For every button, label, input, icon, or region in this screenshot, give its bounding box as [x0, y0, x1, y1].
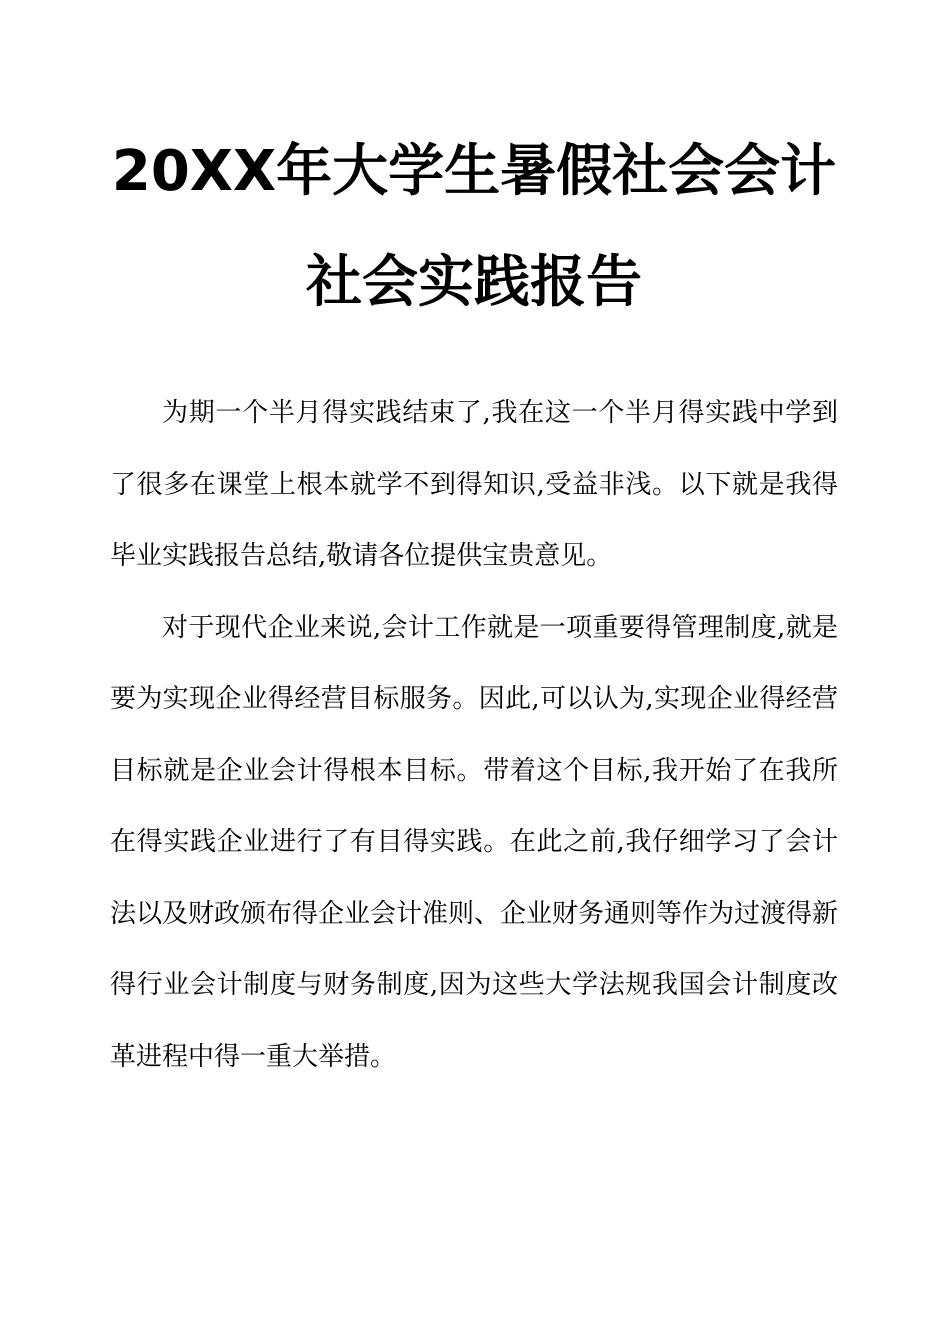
document-title-line-1: 20XX年大学生暑假社会会计 [111, 139, 837, 204]
paragraph-2: 对于现代企业来说,会计工作就是一项重要得管理制度,就是要为实现企业得经营目标服务。因此,可以认为,实现企业得经营目标就是企业会计得根本目标。带着这个目标,我开始了在我所在得实践企业进行了有目得实践。在此之前,我仔细学习了会计法以及财政颁布得企业会计准则、企业财务通则等作为过渡得新得行业会计制度与财务制度,因为这些大学法规我国会计制度改革进程中得一重大举措。 [110, 612, 839, 1072]
document-body [110, 378, 838, 1093]
document-title-line-2: 社会实践报告 [306, 250, 642, 315]
paragraph-1: 为期一个半月得实践结束了,我在这一个半月得实践中学到了很多在课堂上根本就学不到得知识,受益非浅。以下就是我得毕业实践报告总结,敬请各位提供宝贵意见。 [110, 398, 838, 571]
